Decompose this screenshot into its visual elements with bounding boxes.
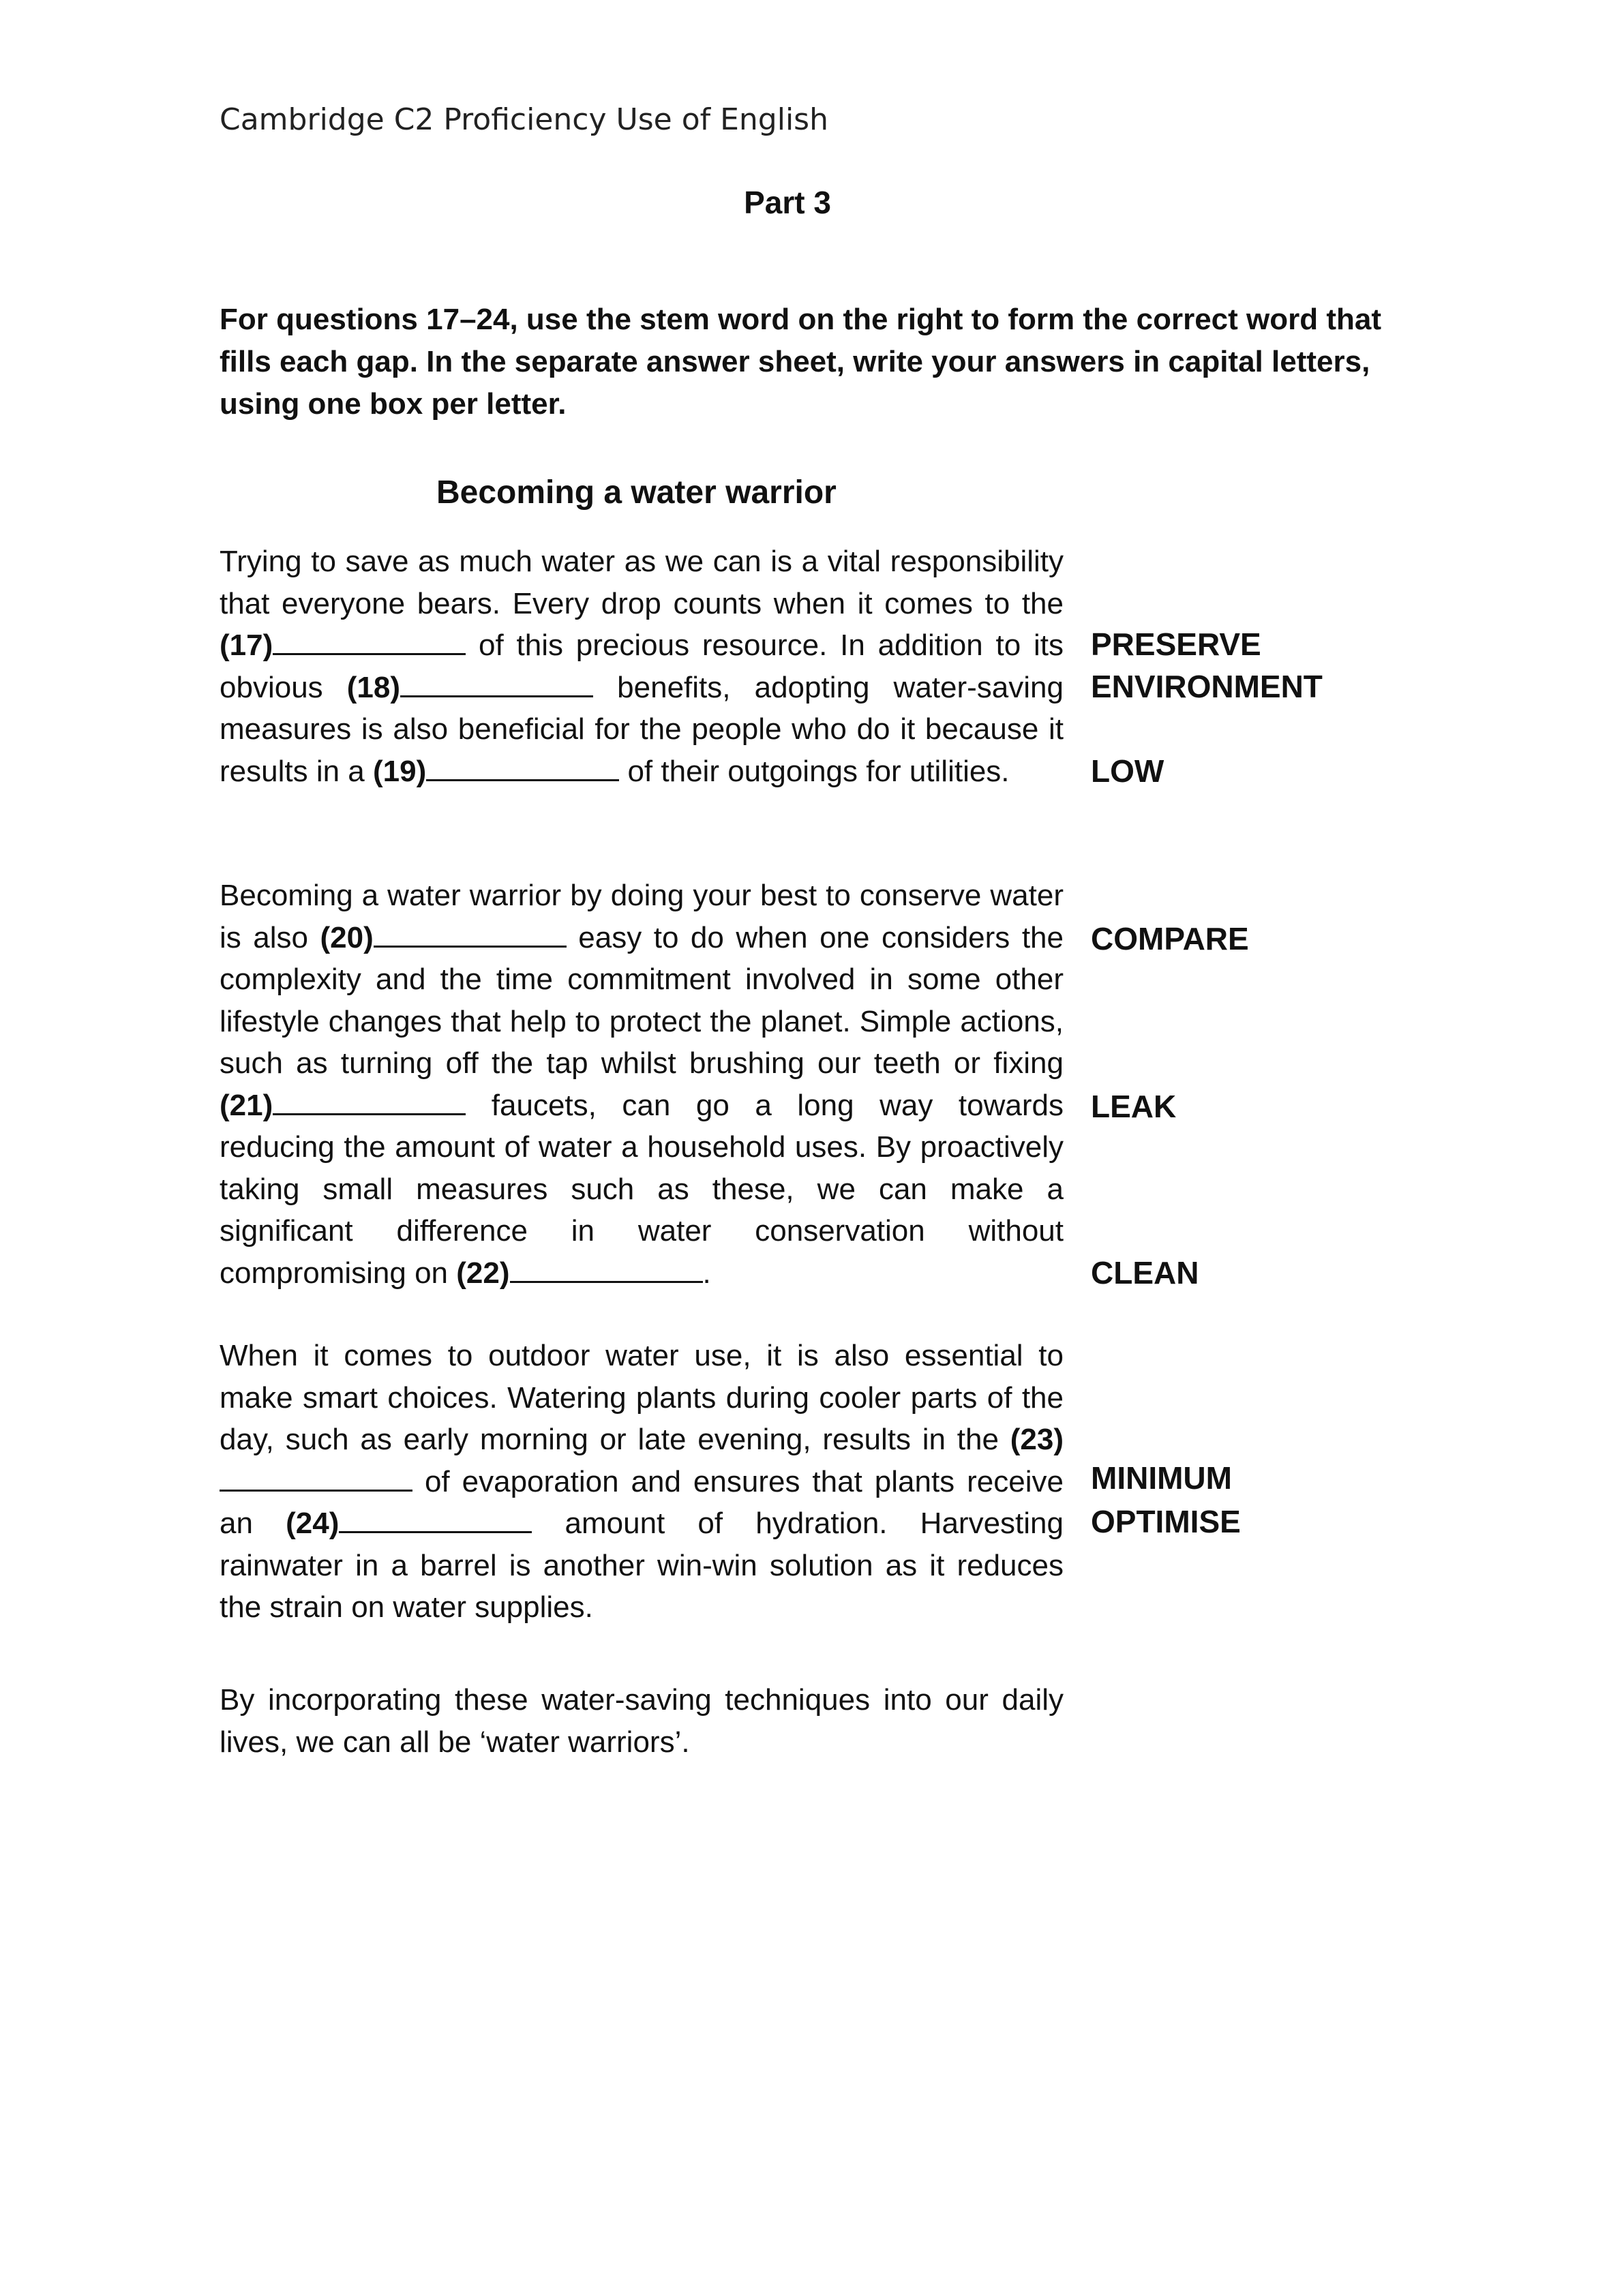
- gap-18[interactable]: [400, 671, 593, 697]
- text-segment: amount of hydration. Harvesting rainwater in a barrel is another win-win solution as it reduces the strain on water supplies.: [220, 1507, 1064, 1624]
- question-number-24: (24): [286, 1507, 340, 1540]
- question-number-19: (19): [372, 754, 427, 788]
- paragraph-1: [220, 541, 1064, 792]
- gap-20[interactable]: [374, 921, 567, 948]
- text-segment: Becoming a water warrior by doing your best to conserve water is also: [220, 879, 1064, 954]
- stem-word-20: COMPARE: [1091, 921, 1249, 956]
- text-segment: of evaporation and ensures that plants receive an: [220, 1464, 1064, 1540]
- gap-23[interactable]: [220, 1465, 412, 1492]
- part-title: Part 3: [744, 185, 831, 220]
- text-segment: faucets, can go a long way towards reducing the amount of water a household uses. By proactively taking small measures such as these, we can make a significant difference in water conservation without compromising on: [220, 1088, 1064, 1290]
- gap-24[interactable]: [339, 1507, 532, 1533]
- gap-22[interactable]: [510, 1256, 703, 1283]
- paragraph-2: [220, 875, 1064, 1294]
- stem-word-21: LEAK: [1091, 1089, 1177, 1124]
- question-number-17: (17): [220, 629, 273, 662]
- text-segment: benefits, adopting water-saving measures is also beneficial for the people who do it because it results in a: [220, 670, 1064, 788]
- stem-word-24: OPTIMISE: [1091, 1504, 1241, 1539]
- question-number-23: (23): [1010, 1423, 1064, 1456]
- stem-word-23: MINIMUM: [1091, 1460, 1232, 1496]
- text-segment: easy to do when one considers the complexity and the time commitment involved in some other lifestyle changes that help to protect the planet. Simple actions, such as turning off the tap whilst brushing our teeth or fixing: [220, 920, 1064, 1080]
- question-number-22: (22): [456, 1256, 510, 1290]
- question-number-20: (20): [320, 920, 374, 954]
- text-segment: of their outgoings for utilities.: [619, 754, 1010, 788]
- text-segment: of this precious resource. In addition to its obvious: [220, 629, 1064, 704]
- gap-21[interactable]: [273, 1089, 466, 1115]
- question-number-21: (21): [220, 1088, 273, 1122]
- stem-word-18: ENVIRONMENT: [1091, 669, 1323, 704]
- stem-word-17: PRESERVE: [1091, 626, 1261, 662]
- question-number-18: (18): [346, 670, 401, 704]
- stem-word-19: LOW: [1091, 753, 1164, 789]
- text-segment: Trying to save as much water as we can is a vital responsibility that everyone bears. Every drop counts when it comes to the: [220, 545, 1064, 620]
- gap-19[interactable]: [426, 755, 619, 781]
- text-title: Becoming a water warrior: [436, 474, 837, 511]
- stem-word-22: CLEAN: [1091, 1255, 1199, 1290]
- text-segment: When it comes to outdoor water use, it is also essential to make smart choices. Watering plants during cooler parts of the day, such as early morning or late evening, results in the: [220, 1339, 1064, 1456]
- paragraph-3: [220, 1335, 1064, 1629]
- text-segment: .: [702, 1256, 711, 1290]
- instructions: For questions 17–24, use the stem word on the right to form the correct word that fills each gap. In the separate answer sheet, write your answers in capital letters, using one box per letter.: [220, 303, 1382, 421]
- document-header: Cambridge C2 Proficiency Use of English: [220, 102, 828, 137]
- gap-17[interactable]: [273, 629, 466, 655]
- paragraph-4: By incorporating these water-saving techniques into our daily lives, we can all be ‘water warriors’.: [220, 1683, 1064, 1759]
